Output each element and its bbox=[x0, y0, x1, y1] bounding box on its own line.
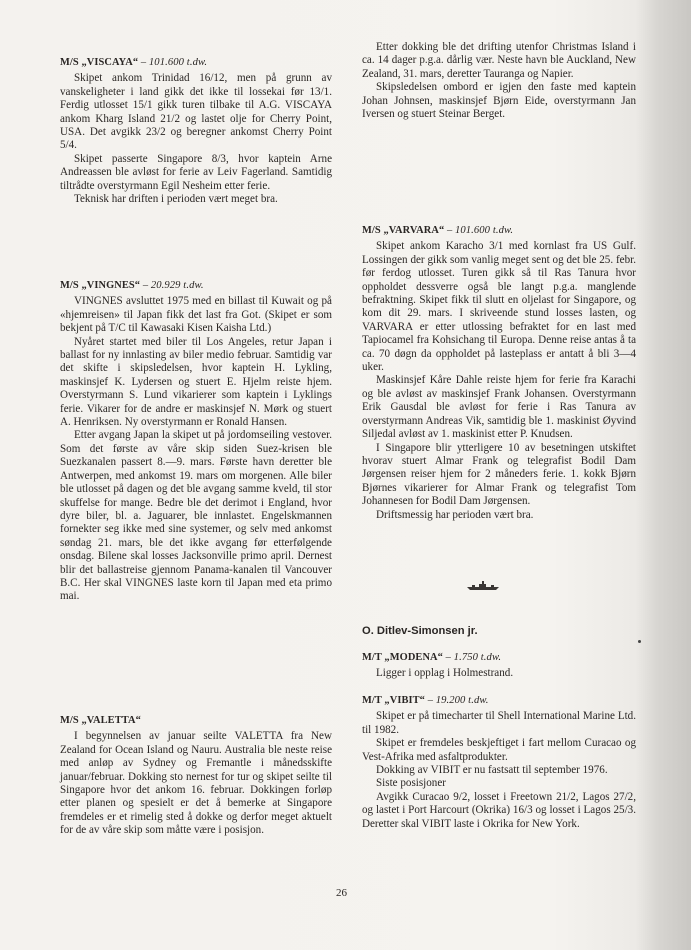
paragraph: Siste posisjoner bbox=[376, 777, 446, 790]
section-heading: M/S „VARVARA“ – 101.600 t.dw. bbox=[362, 225, 514, 236]
paragraph: Etter avgang Japan la skipet ut på jordomseiling vestover. Som det første av våre skip siden Suez-krisen ble Suezkanalen passert 8.—9. mars. Første havn deretter ble Antwerpen, med ankomst 19. mars om morgenen. Alle biler ble utlosset på dagen og det ble avgang samme kveld, til stor skuffelse for mange. Bedre ble det derimot i England, hvor dyre biler, bl. a. Jaguarer, ble innlastet. Engelskmannen fornekter seg ikke med sine systemer, og selv med ankomst søndag 21. mars, ble det ikke avgang før etterfølgende onsdag. Bilene skal losses Jacksonville primo april. Dernest blir det ballastreise gjennom Panama-kanalen til Vancouver B.C. Her skal VINGNES laste korn til Japan med eta primo mai. bbox=[60, 429, 332, 603]
paragraph: Skipet er på timecharter til Shell International Marine Ltd. til 1982. bbox=[362, 710, 636, 736]
paragraph: Maskinsjef Kåre Dahle reiste hjem for ferie fra Karachi og ble avløst av maskinsjef Frank Johansen. Overstyrmann Erik Gausdal ble avløst for ferie i Ras Tanura av overstyrmann Andreas Vik, samtidig ble 1. maskinist Øyvind Siljedal avløst av 1. maskinist etter P. Knudsen. bbox=[362, 374, 636, 441]
ship-name: M/T „MODENA“ bbox=[362, 652, 443, 663]
section-heading: M/S „VISCAYA“ – 101.600 t.dw. bbox=[60, 57, 208, 68]
section-vingnes bbox=[60, 279, 332, 604]
section-valetta bbox=[60, 714, 332, 838]
section-heading: M/S „VINGNES“ – 20.929 t.dw. bbox=[60, 280, 204, 291]
paragraph: Skipet ankom Karacho 3/1 med kornlast fra US Gulf. Lossingen der gikk som vanlig meget sent og det ble 25. febr. før ferdog utlosset. Turen gikk så til Ras Tanura hvor oppholdet dessverre også ble langt p.g.a. manglende befraktning. Skipet fikk til slutt en oljelast for Singapore, og kom dit 29. mars. I skriveende stund losses lasten, og VARVARA er etter utlossing befraktet for en last med Tapiocamel fra Kohsichang til Europa. Denne reise antas å ta ca. 70 døgn da oppholdet på lasteplass er antatt å bli 3—4 uker. bbox=[362, 240, 636, 374]
ship-tonnage: 1.750 t.dw. bbox=[453, 652, 502, 663]
paragraph: Avgikk Curacao 9/2, losset i Freetown 21/2, Lagos 27/2, og lastet i Port Harcourt (Okrika) 16/3 og losset i Lagos 25/3. Deretter skal VIBIT laste i Okrika for New York. bbox=[362, 790, 636, 830]
ship-name: M/T „VIBIT“ bbox=[362, 695, 425, 706]
paragraph: Ligger i opplag i Holmestrand. bbox=[376, 667, 514, 680]
ship-name: M/S „VISCAYA“ bbox=[60, 57, 139, 68]
ship-tonnage: 101.600 t.dw. bbox=[148, 57, 208, 68]
section-valetta-continued bbox=[362, 41, 636, 121]
speck bbox=[638, 640, 641, 643]
paragraph: Skipet passerte Singapore 8/3, hvor kaptein Arne Andreassen ble avløst for ferie av Leiv Fagerland. Samtidig tiltrådte overstyrmann Egil Nesheim etter ferie. bbox=[60, 152, 332, 192]
ship-tonnage: 20.929 t.dw. bbox=[150, 280, 204, 291]
paragraph: Etter dokking ble det drifting utenfor Christmas Island i ca. 14 dager p.g.a. dårlig vær. Neste havn ble Auckland, New Zealand, 31. mars, deretter Tauranga og Napier. bbox=[362, 41, 636, 80]
page-number: 26 bbox=[336, 887, 347, 899]
section-company bbox=[362, 625, 636, 648]
section-heading: M/T „VIBIT“ – 19.200 t.dw. bbox=[362, 695, 489, 706]
ship-icon bbox=[466, 581, 500, 591]
section-varvara bbox=[362, 224, 636, 522]
section-heading bbox=[60, 714, 332, 727]
paragraph: Teknisk har driften i perioden vært meget bra. bbox=[74, 193, 278, 206]
section-viscaya bbox=[60, 56, 332, 206]
paragraph: VINGNES avsluttet 1975 med en billast til Kuwait og på «hjemreisen» til Japan fikk det last fra Got. (Skipet er som bekjent på T/C til Kawasaki Kisen Kaisha Ltd.) bbox=[60, 295, 332, 335]
section-heading: M/T „MODENA“ – 1.750 t.dw. bbox=[362, 652, 502, 663]
ship-tonnage: 101.600 t.dw. bbox=[454, 225, 514, 236]
company-heading: O. Ditlev-Simonsen jr. bbox=[362, 625, 478, 637]
paragraph: Dokking av VIBIT er nu fastsatt til september 1976. bbox=[376, 764, 608, 777]
paragraph: Skipet ankom Trinidad 16/12, men på grunn av vanskeligheter i land gikk det ikke til lossekai før 13/1. Ferdig utlosset 15/1 gikk turen tilbake til A.G. VISCAYA ankom Kharg Island 21/2 og lastet olje for Cherry Point, USA. Det avgikk 23/2 og beregner ankomst Cherry Point 5/4. bbox=[60, 72, 332, 152]
paragraph: Skipsledelsen ombord er igjen den faste med kaptein Johan Johnsen, maskinsjef Bjørn Eide, overstyrmann Jan Iversen og stuert Steinar Berget. bbox=[362, 81, 636, 121]
ship-tonnage: 19.200 t.dw. bbox=[435, 695, 489, 706]
paragraph: Driftsmessig har perioden vært bra. bbox=[376, 508, 534, 521]
section-modena bbox=[362, 651, 636, 681]
section-vibit bbox=[362, 694, 636, 831]
ship-name: M/S „VALETTA“ bbox=[60, 715, 141, 726]
ship-name: M/S „VINGNES“ bbox=[60, 280, 141, 291]
paragraph: I begynnelsen av januar seilte VALETTA fra New Zealand for Ocean Island og Nauru. Australia ble neste reise med anløp av Sydney og Fremantle i månedsskifte januar/februar. Dokking sto nernest for tur og skipet seilte til Singapore hvor det ankom 16. februar. Dokkingen forløp etter planen og spesielt er det å bemerke at Singapore fremdeles er et rimelig sted å dokke og derfor meget aktuelt for de av våre skip som måtte være i posisjon. bbox=[60, 730, 332, 837]
paragraph: I Singapore blir ytterligere 10 av besetningen utskiftet hvorav stuert Almar Frank og telegrafist Bodil Dam Jørgensen reiser hjem for 2 måneders ferie. 1. kokk Bjørn Bjørnes vikarierer for Almar Frank og telegrafist Tom Johannesen for Bodil Dam Jørgensen. bbox=[362, 441, 636, 508]
ship-name: M/S „VARVARA“ bbox=[362, 225, 445, 236]
paragraph: Nyåret startet med biler til Los Angeles, retur Japan i ballast for ny innlasting av biler medio februar. Samtidig var det skifte i skipsledelsen, hvor kaptein H. Lykling, maskinsjef K. Lydersen og stuert E. Hjelm reiste hjem. Overstyrmann S. Lund vikarierer som kaptein i Lyklings ferie. Vikarer for de andre er maskinsjef N. Mørk og stuert A. Henriksen. Ny overstyrmann er Ronald Hansen. bbox=[60, 335, 332, 429]
paragraph: Skipet er fremdeles beskjeftiget i fart mellom Curacao og Vest-Afrika med asfaltprodukter. bbox=[362, 737, 636, 763]
